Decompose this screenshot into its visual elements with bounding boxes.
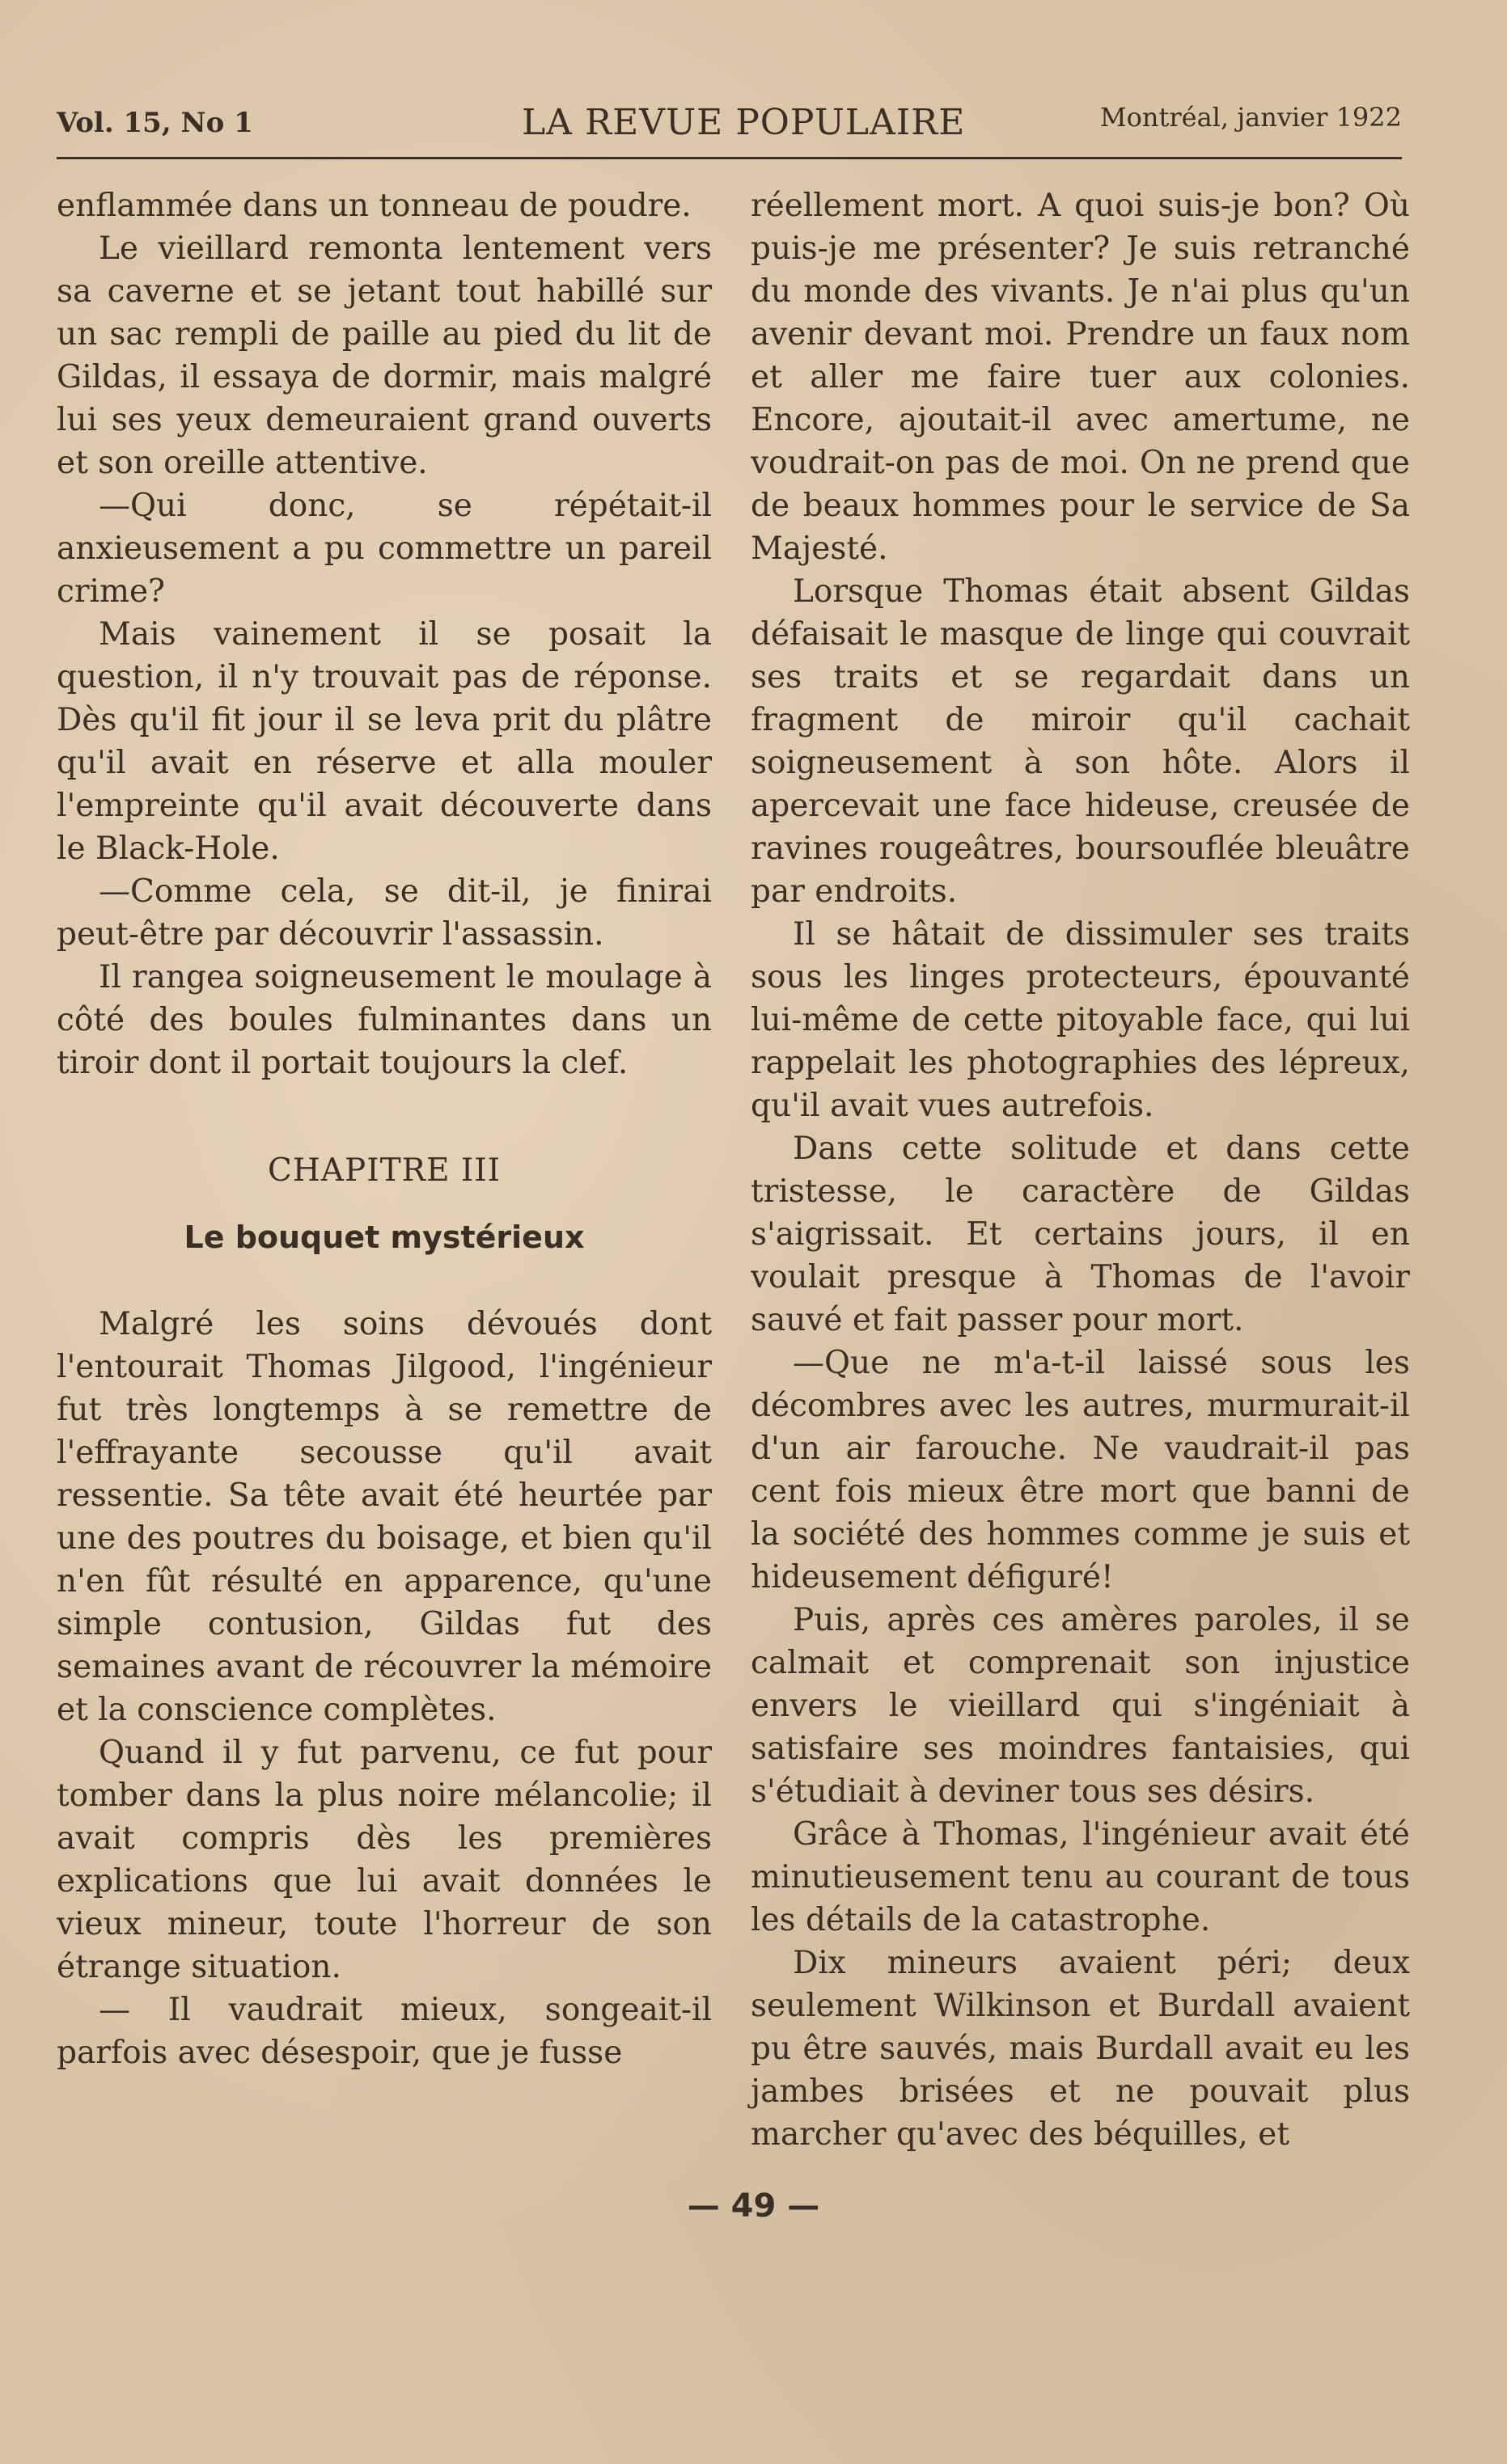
running-header: [57, 97, 1402, 154]
right-column: [751, 184, 1410, 2156]
left-column: [57, 184, 712, 2074]
paragraph: Malgré les soins dévoués dont l'entourait Thomas Jilgood, l'ingénieur fut très longtemps à se remettre de l'effrayante secousse qu'il avait ressentie. Sa tête avait été heurtée par une des poutres du boisage, et bien qu'il n'en fût résulté en apparence, qu'une simple contusion, Gildas fut des semaines avant de récouvrer la mémoire et la conscience complètes.: [57, 1306, 712, 1728]
paragraph: Il rangea soigneusement le moulage à côté des boules fulminantes dans un tiroir dont il portait toujours la clef.: [57, 959, 712, 1081]
header-rule: [57, 157, 1402, 159]
page-number: — 49 —: [687, 2187, 820, 2225]
paragraph: Le vieillard remonta lentement vers sa caverne et se jetant tout habillé sur un sac rempli de paille au pied du lit de Gildas, il essaya de dormir, mais malgré lui ses yeux demeuraient grand ouverts et son oreille attentive.: [57, 230, 712, 481]
paragraph: réellement mort. A quoi suis-je bon? Où puis-je me présenter? Je suis retranché du monde des vivants. Je n'ai plus qu'un avenir devant moi. Prendre un faux nom et aller me faire tuer aux colonies. Encore, ajoutait-il avec amertume, ne voudrait-on pas de moi. On ne prend que de beaux hommes pour le service de Sa Majesté.: [751, 188, 1410, 567]
paragraph: Puis, après ces amères paroles, il se calmait et comprenait son injustice envers le vieillard qui s'ingéniait à satisfaire ses moindres fantaisies, qui s'étudiait à deviner tous ses désirs.: [751, 1602, 1410, 1810]
paragraph: Il se hâtait de dissimuler ses traits sous les linges protecteurs, épouvanté lui-même de cette pitoyable face, qui lui rappelait les photographies des lépreux, qu'il avait vues autrefois.: [751, 916, 1410, 1124]
paragraph: Quand il y fut parvenu, ce fut pour tomber dans la plus noire mélancolie; il avait compris dès les premières explications que lui avait données le vieux mineur, toute l'horreur de son étrange situation.: [57, 1735, 712, 1985]
chapter-subtitle: Le bouquet mystérieux: [184, 1219, 585, 1255]
issue-date: Montréal, janvier 1922: [1099, 102, 1402, 133]
paragraph: Dans cette solitude et dans cette tristesse, le caractère de Gildas s'aigrissait. Et certains jours, il en voulait presque à Thomas de l'avoir sauvé et fait passer pour mort.: [751, 1131, 1410, 1338]
volume-number: Vol. 15, No 1: [57, 107, 253, 139]
paragraph: — Il vaudrait mieux, songeait-il parfois avec désespoir, que je fusse: [57, 1992, 712, 2071]
paragraph: —Que ne m'a-t-il laissé sous les décombres avec les autres, murmurait-il d'un air farouche. Ne vaudrait-il pas cent fois mieux être mort que banni de la société des hommes comme je suis et hideusement défiguré!: [751, 1345, 1410, 1595]
paragraph: —Qui donc, se répétait-il anxieusement a pu commettre un pareil crime?: [57, 488, 712, 610]
chapter-heading: CHAPITRE III: [267, 1152, 502, 1189]
paragraph: —Comme cela, se dit-il, je finirai peut-être par découvrir l'assassin.: [57, 873, 712, 953]
paragraph: Grâce à Thomas, l'ingénieur avait été minutieusement tenu au courant de tous les détails de la catastrophe.: [751, 1816, 1410, 1938]
paragraph: Mais vainement il se posait la question, il n'y trouvait pas de réponse. Dès qu'il fit jour il se leva prit du plâtre qu'il avait en réserve et alla mouler l'empreinte qu'il avait découverte dans le Black-Hole.: [57, 616, 712, 867]
paragraph: Lorsque Thomas était absent Gildas défaisait le masque de linge qui couvrait ses traits et se regardait dans un fragment de miroir qu'il cachait soigneusement à son hôte. Alors il apercevait une face hideuse, creusée de ravines rougeâtres, boursouflée bleuâtre par endroits.: [751, 573, 1410, 910]
paragraph: Dix mineurs avaient péri; deux seulement Wilkinson et Burdall avaient pu être sauvés, mais Burdall avait eu les jambes brisées et ne pouvait plus marcher qu'avec des béquilles, et: [751, 1945, 1410, 2153]
paragraph: enflammée dans un tonneau de poudre.: [57, 188, 692, 224]
publication-title: LA REVUE POPULAIRE: [522, 102, 966, 143]
